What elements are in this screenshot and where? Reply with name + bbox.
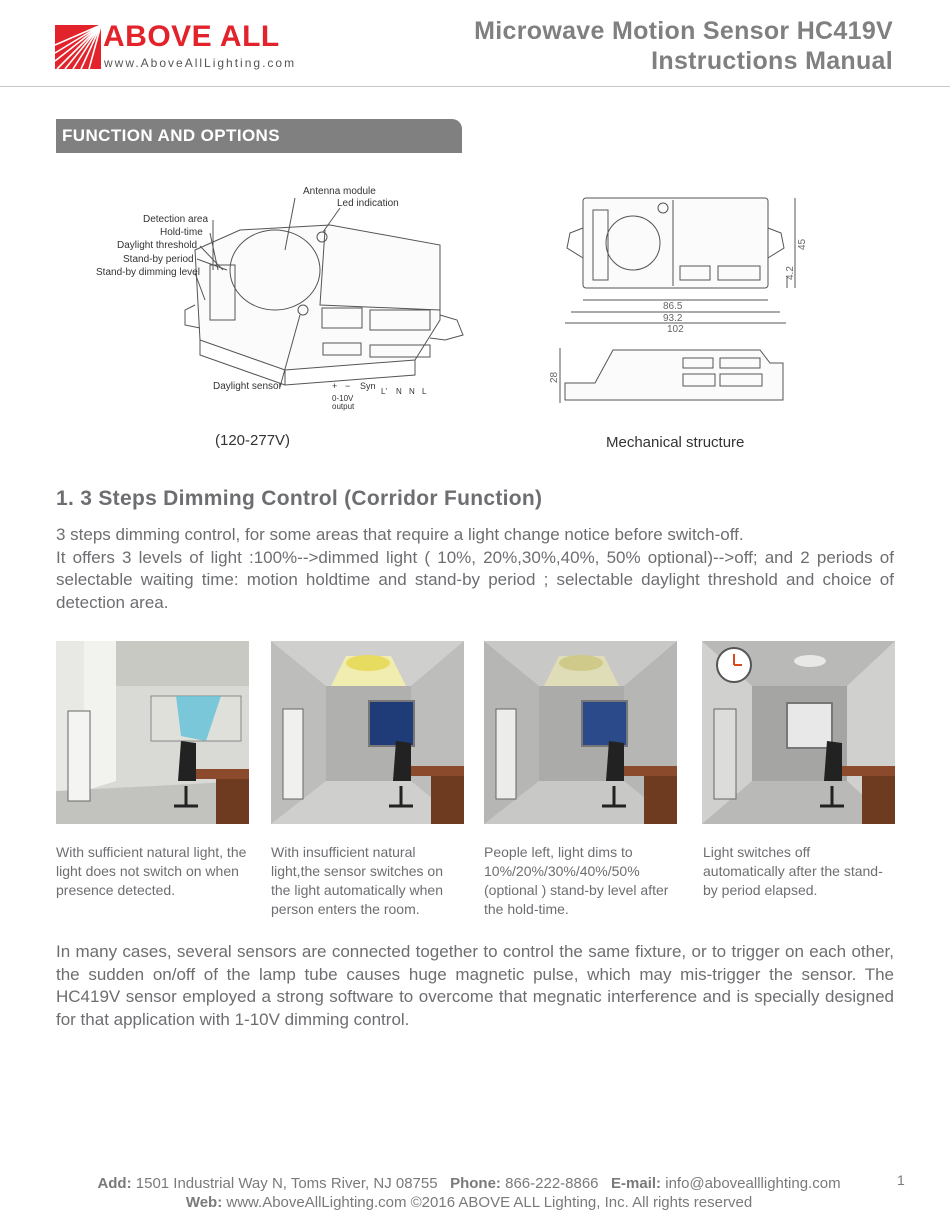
scene-off-image xyxy=(702,641,895,824)
section-heading: 1. 3 Steps Dimming Control (Corridor Function) xyxy=(56,487,543,510)
intro-line-1: 3 steps dimming control, for some areas that require a light change notice before switch-off. xyxy=(56,525,744,544)
logo-icon xyxy=(55,25,101,69)
footer-phone: 866-222-8866 xyxy=(505,1175,599,1192)
title-line-1: Microwave Motion Sensor HC419V xyxy=(474,17,893,45)
label-led: Led indication xyxy=(337,198,399,209)
dim-4-2: 4.2 xyxy=(785,266,796,280)
intro-line-2: It offers 3 levels of light :100%-->dimmed light ( 10%, 20%,30%,40%, 50% optional)-->off; and 2 periods of selectable waiting time: motion holdtime and stand-by period ; selectable daylight threshold and choice of detection area. xyxy=(56,547,894,612)
label-output-voltage: 0-10V xyxy=(332,394,354,403)
scene-caption-3: People left, light dims to 10%/20%/30%/40%/50% (optional ) stand-by level after the hold-time. xyxy=(484,844,669,917)
label-syn: Syn xyxy=(360,381,376,391)
label-hold: Hold-time xyxy=(160,227,203,238)
label-plus: + xyxy=(332,381,338,391)
header-divider xyxy=(0,86,950,87)
label-detection: Detection area xyxy=(143,214,209,225)
dim-86-5: 86.5 xyxy=(663,301,683,312)
scene-caption-2: With insufficient natural light,the sensor switches on the light automatically when person enters the room. xyxy=(271,844,443,917)
brand-url: www.AboveAllLighting.com xyxy=(104,56,297,70)
mechanical-caption: Mechanical structure xyxy=(606,434,745,451)
label-standby-period: Stand-by period xyxy=(123,254,194,265)
label-daylight-sensor: Daylight sensor xyxy=(213,381,282,392)
section-title: FUNCTION AND OPTIONS xyxy=(62,126,280,145)
label-antenna: Antenna module xyxy=(303,186,376,197)
dim-45: 45 xyxy=(797,238,808,250)
scene-light-on-image xyxy=(271,641,464,824)
closing-paragraph: In many cases, several sensors are connected together to control the same fixture, or to trigger on each other, the sudden on/off of the lamp tube causes huge magnetic pulse, which may mis-trigger the sensor. The HC419V sensor employed a strong software to overcome that megnatic interference and is specially designed for that application with 1-10V dimming control. xyxy=(56,942,894,1029)
label-output: output xyxy=(332,402,355,411)
label-standby-dimming: Stand-by dimming level xyxy=(96,267,200,278)
label-l-prime: L' xyxy=(381,387,387,396)
label-minus: − xyxy=(345,381,351,391)
scene-caption-1: With sufficient natural light, the light does not switch on when presence detected. xyxy=(56,844,247,898)
document-title xyxy=(474,16,893,76)
scene-caption-4: Light switches off automatically after the stand-by period elapsed. xyxy=(703,844,883,898)
section-banner xyxy=(56,119,462,153)
mechanical-drawing xyxy=(549,188,815,413)
label-n2: N xyxy=(409,387,415,396)
intro-paragraph xyxy=(56,524,894,614)
scene-daylight-image xyxy=(56,641,249,824)
page-number: 1 xyxy=(897,1172,905,1188)
label-n1: N xyxy=(396,387,402,396)
footer-web xyxy=(0,1194,938,1211)
sensor-diagram xyxy=(85,180,475,420)
footer-web-text[interactable]: www.AboveAllLighting.com ©2016 ABOVE ALL Lighting, Inc. All rights reserved xyxy=(226,1194,753,1211)
brand-name: ABOVE ALL xyxy=(103,20,280,53)
title-line-2: Instructions Manual xyxy=(651,47,893,75)
footer-email-label: E-mail: xyxy=(611,1175,662,1192)
dim-28: 28 xyxy=(549,371,560,383)
label-daylight-threshold: Daylight threshold xyxy=(117,240,198,251)
dim-93-2: 93.2 xyxy=(663,313,683,324)
diagram-voltage-caption: (120-277V) xyxy=(215,432,291,449)
footer-phone-label: Phone: xyxy=(450,1175,501,1192)
footer-address: 1501 Industrial Way N, Toms River, NJ 08755 xyxy=(135,1175,438,1192)
scene-dimmed-image xyxy=(484,641,677,824)
footer-web-label: Web: xyxy=(185,1194,223,1211)
footer-email[interactable]: info@abovealllighting.com xyxy=(665,1175,841,1192)
footer-contact xyxy=(0,1175,938,1192)
dim-102: 102 xyxy=(667,324,684,335)
footer-add-label: Add: xyxy=(97,1175,132,1192)
label-l: L xyxy=(422,387,427,396)
